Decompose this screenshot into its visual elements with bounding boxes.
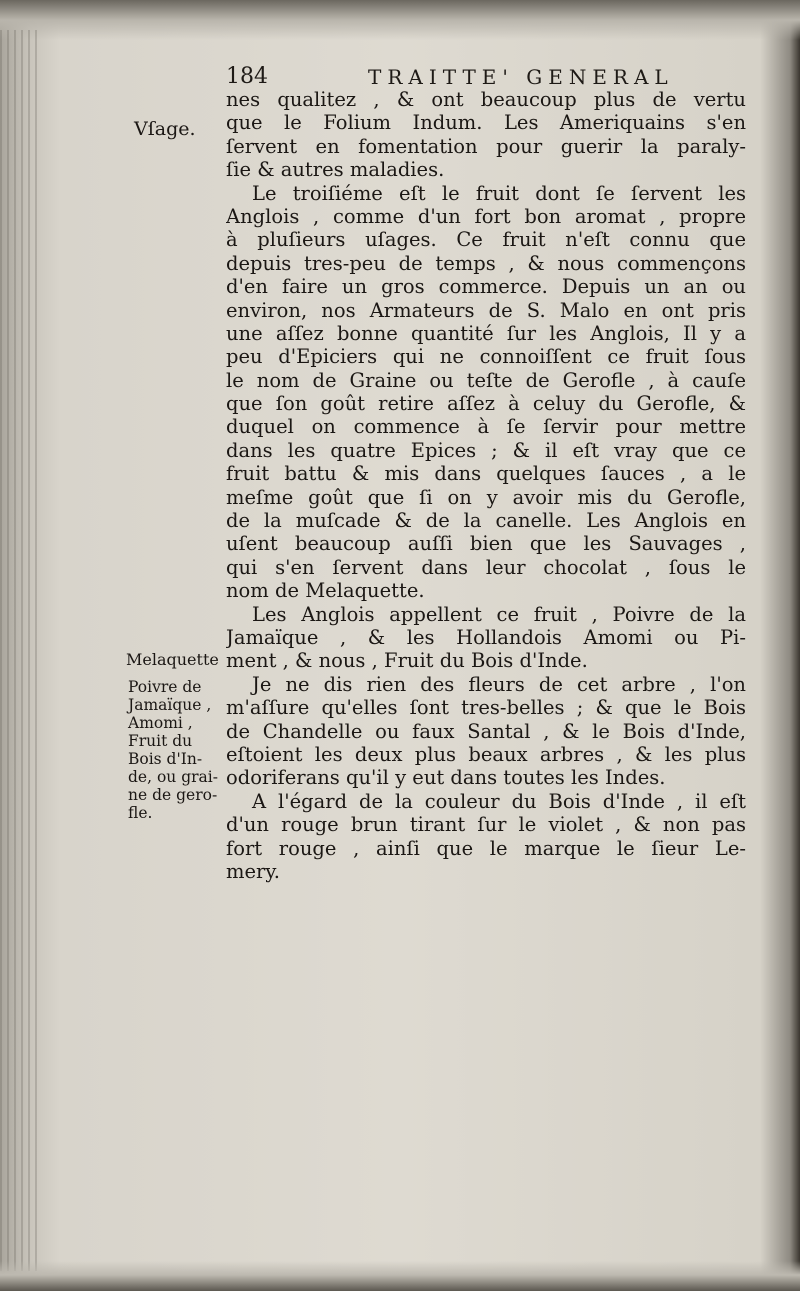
text-line: odoriferans qu'il y eut dans toutes les Indes.	[226, 766, 666, 790]
text-line: fort rouge , ainſi que le marque le ſieur Le-	[226, 836, 746, 860]
text-line: à pluſieurs uſages. Ce fruit n'eſt connu que	[226, 228, 746, 252]
text-line: Jamaïque , & les Hollandois Amomi ou Pi-	[226, 625, 746, 649]
text-line: que ſon goût retire aſſez à celuy du Gerofle, &	[226, 392, 746, 416]
margin-note-melaquette: Melaquette	[126, 650, 219, 669]
text-line: duquel on commence à ſe ſervir pour mettre	[226, 415, 746, 439]
margin-note-line: ne de gero-	[128, 786, 218, 804]
body-text	[226, 88, 746, 883]
text-line: une aſſez bonne quantité ſur les Anglois, Il y a	[226, 321, 746, 345]
page-gutter	[0, 30, 42, 1271]
text-line: uſent beaucoup auſſi bien que les Sauvages ,	[226, 532, 746, 556]
text-line: mery.	[226, 859, 280, 883]
text-line: Je ne dis rien des fleurs de cet arbre , l'on	[252, 672, 746, 696]
margin-note-line: Amomi ,	[128, 714, 193, 732]
text-line: qui s'en ſervent dans leur chocolat , ſous le	[226, 555, 746, 579]
text-line: nom de Melaquette.	[226, 579, 425, 603]
text-line: dans les quatre Epices ; & il eſt vray que ce	[226, 438, 746, 462]
text-line: Le troiſiéme eſt le fruit dont ſe ſervent les	[252, 181, 746, 205]
text-line: depuis tres-peu de temps , & nous commençons	[226, 251, 746, 275]
margin-note-line: Fruit du	[128, 732, 193, 750]
margin-note-usage: Vſage.	[134, 118, 196, 140]
margin-note-line: Bois d'In-	[128, 750, 203, 768]
text-line: de Chandelle ou faux Santal , & le Bois d'Inde,	[226, 719, 746, 743]
text-line: Les Anglois appellent ce fruit , Poivre de la	[252, 602, 746, 626]
text-line: d'un rouge brun tirant ſur le violet , & non pas	[226, 813, 746, 837]
text-line: eſtoient les deux plus beaux arbres , & les plus	[226, 742, 746, 766]
page-number: 184	[226, 64, 268, 89]
text-line: que le Folium Indum. Les Ameriquains s'en	[226, 111, 746, 135]
margin-note-line: de, ou grai-	[128, 768, 218, 786]
text-line: d'en faire un gros commerce. Depuis un an ou	[226, 275, 746, 299]
text-line: ſervent en fomentation pour guerir la paraly-	[226, 134, 746, 158]
text-line: ſie & autres maladies.	[226, 158, 445, 182]
text-line: de la muſcade & de la canelle. Les Anglois en	[226, 509, 746, 533]
text-line: nes qualitez , & ont beaucoup plus de vertu	[226, 88, 746, 111]
margin-note-line: Jamaïque ,	[128, 696, 212, 714]
margin-note-names	[128, 678, 218, 822]
text-line: Anglois , comme d'un fort bon aromat , propre	[226, 204, 746, 228]
running-head: TRAITTE' GENERAL	[368, 65, 674, 89]
text-line: meſme goût que ſi on y avoir mis du Gerofle,	[226, 485, 746, 509]
text-line: environ, nos Armateurs de S. Malo en ont pris	[226, 298, 746, 322]
text-line: A l'égard de la couleur du Bois d'Inde , il eſt	[252, 789, 746, 813]
text-line: peu d'Epiciers qui ne connoiſſent ce fruit ſous	[226, 345, 746, 369]
margin-note-line: fle.	[128, 804, 153, 822]
text-line: le nom de Graine ou teſte de Gerofle , à cauſe	[226, 368, 746, 392]
text-line: ment , & nous , Fruit du Bois d'Inde.	[226, 649, 588, 673]
margin-note-line: Poivre de	[128, 678, 202, 696]
page-header	[226, 64, 746, 90]
text-line: fruit battu & mis dans quelques ſauces , a le	[226, 462, 746, 486]
text-line: m'aſſure qu'elles ſont tres-belles ; & que le Bois	[226, 696, 746, 720]
